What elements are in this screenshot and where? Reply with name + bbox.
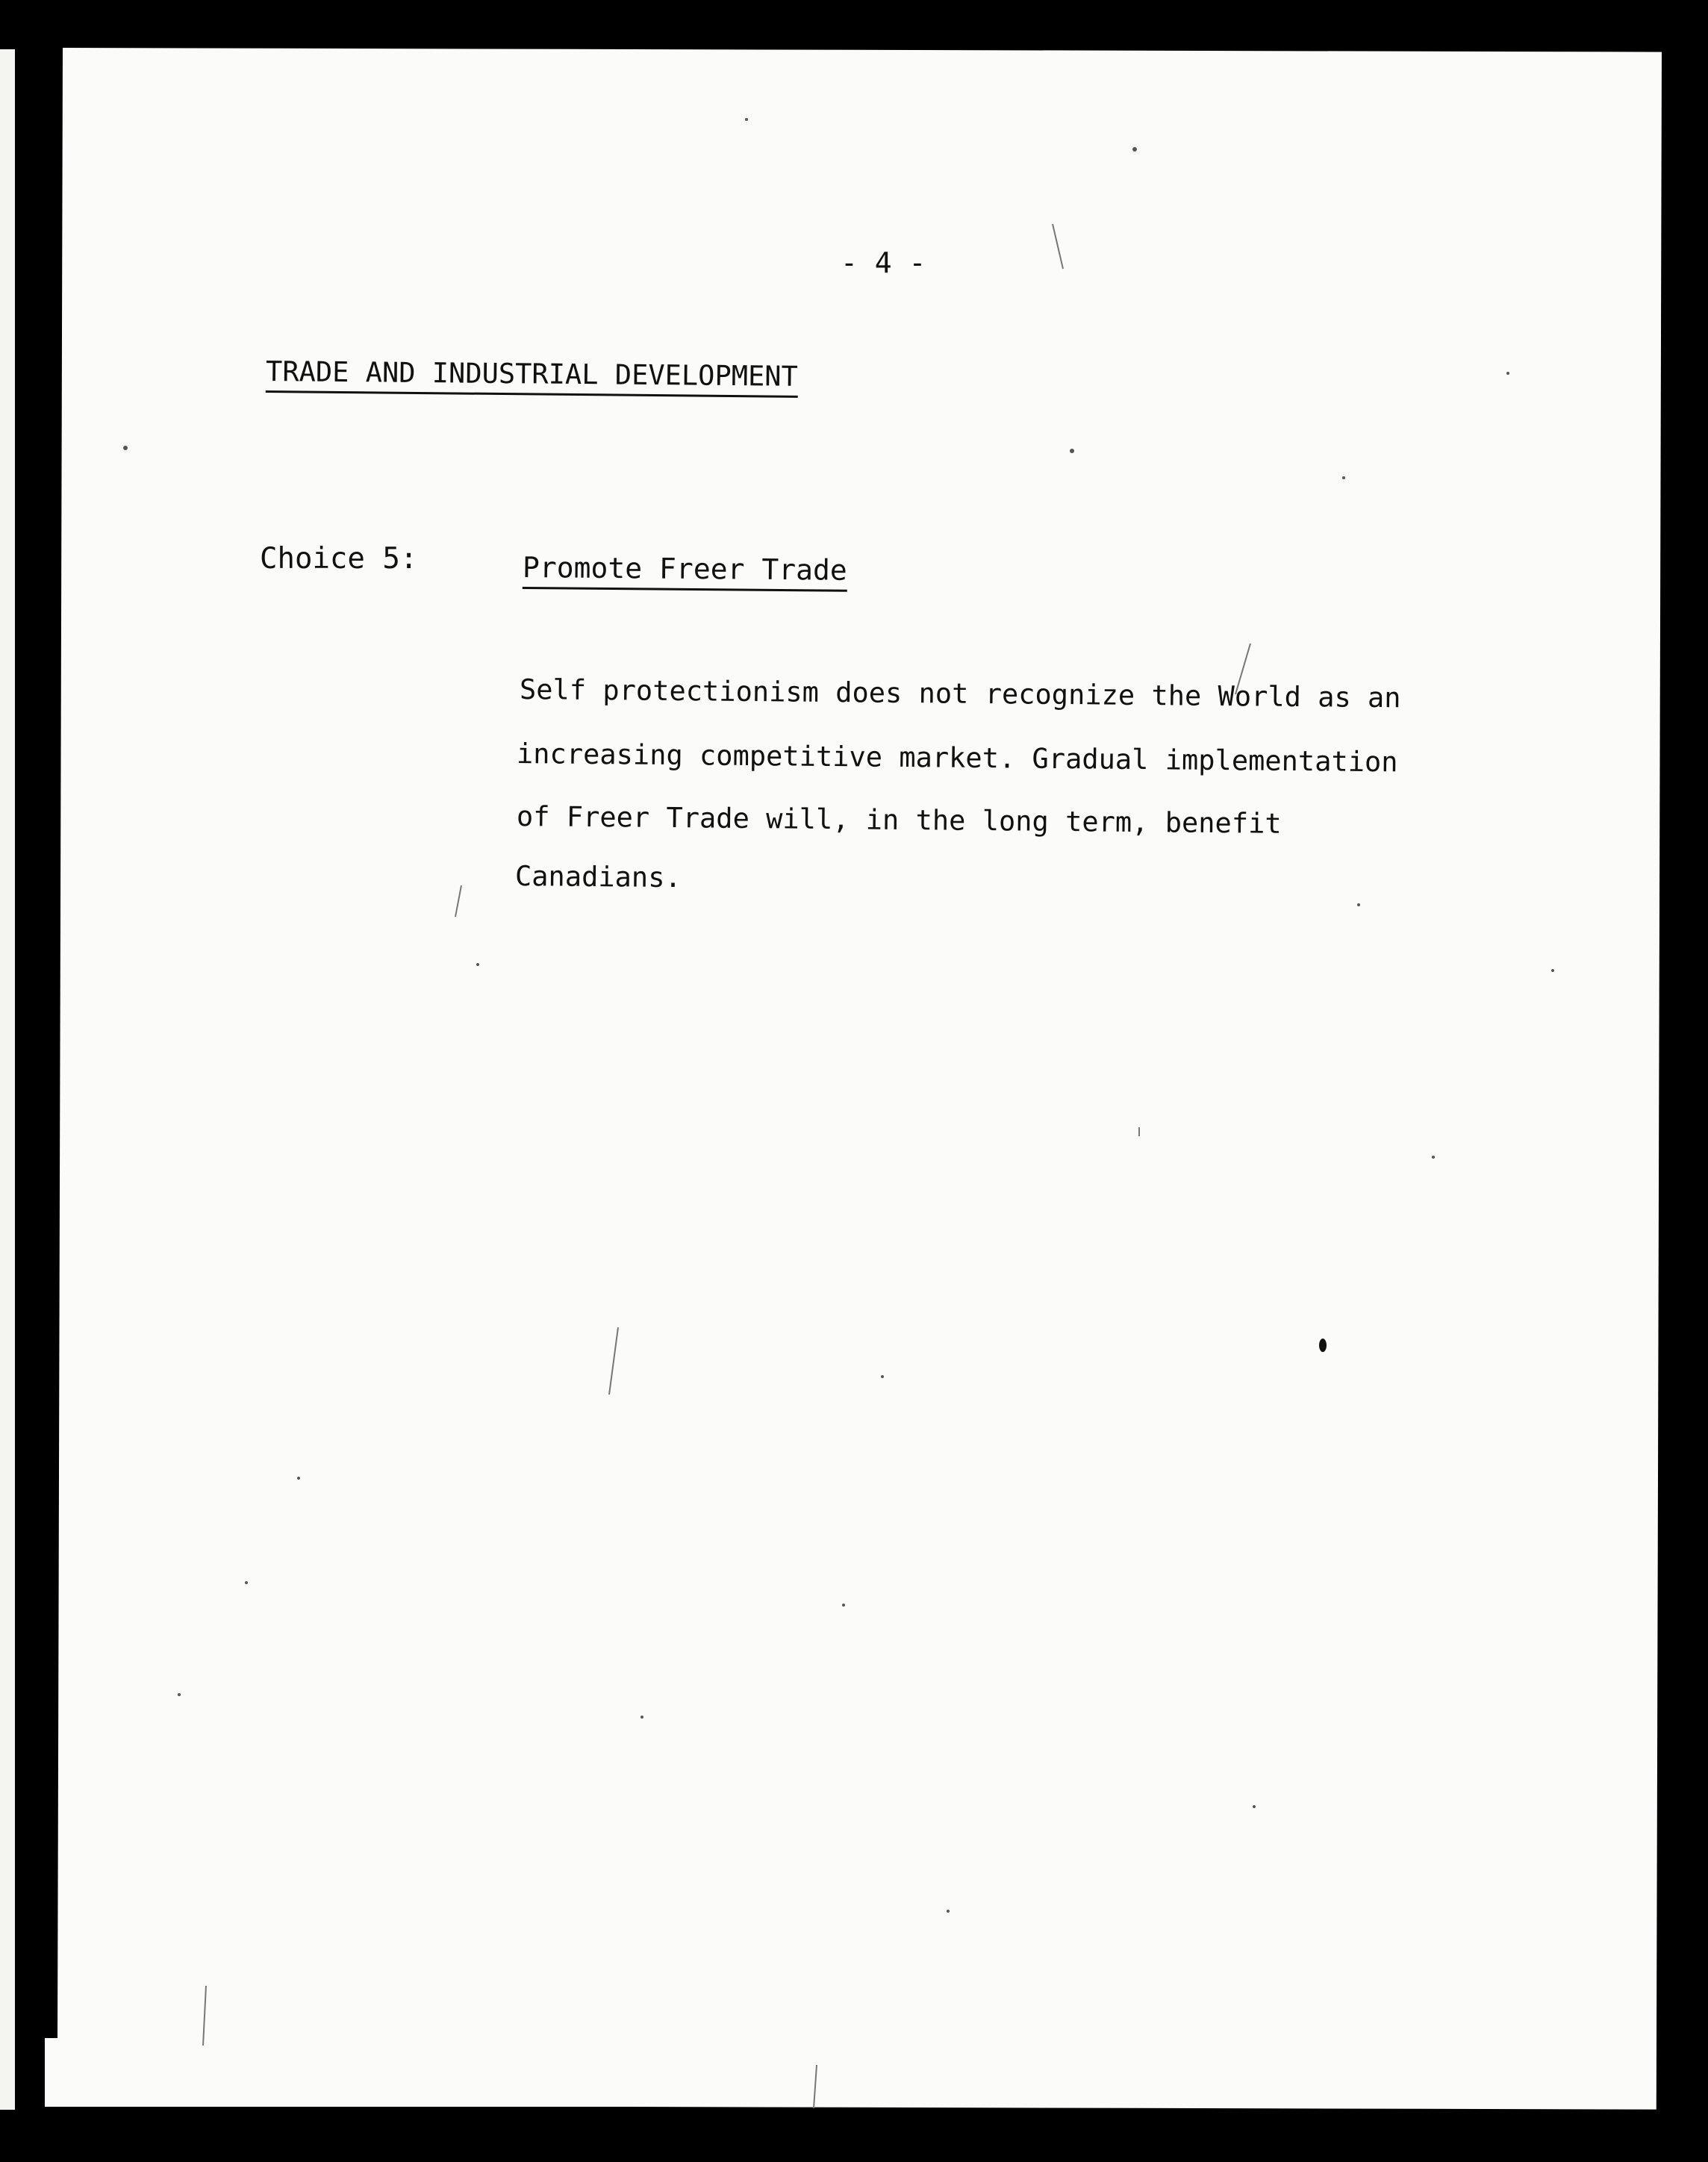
adjacent-page-edge [0, 49, 15, 2110]
page-number: - 4 - [841, 246, 926, 279]
choice-title: Promote Freer Trade [523, 551, 847, 592]
body-text-line: of Freer Trade will, in the long term, benefit [516, 800, 1282, 840]
body-text-line: increasing competitive market. Gradual implementation [516, 738, 1398, 779]
body-text-line: Self protectionism does not recognize the World as an [519, 673, 1401, 714]
choice-label: Choice 5: [260, 542, 418, 576]
section-heading: TRADE AND INDUSTRIAL DEVELOPMENT [266, 355, 798, 398]
document-page-bottom [45, 2038, 1650, 2107]
body-text-line: Canadians. [514, 860, 682, 894]
